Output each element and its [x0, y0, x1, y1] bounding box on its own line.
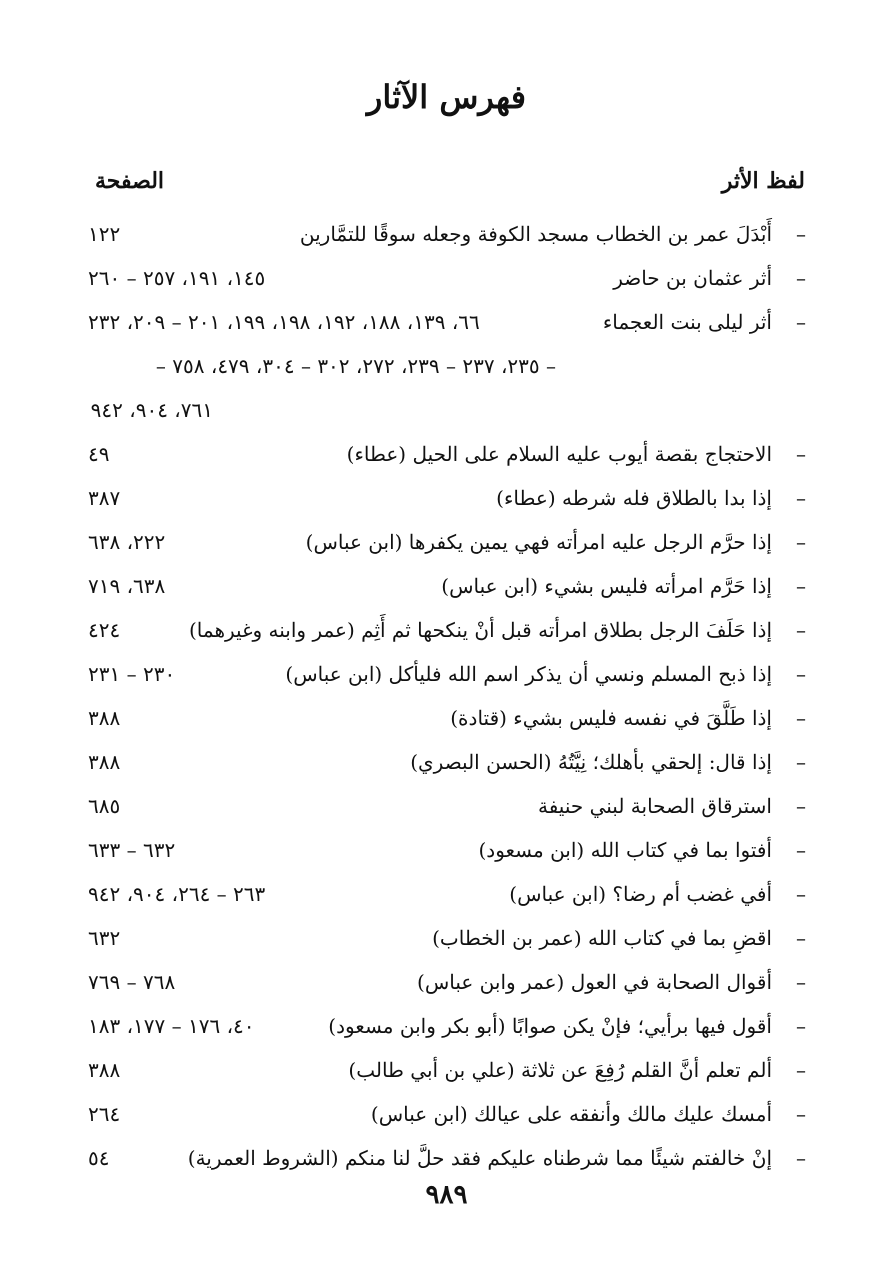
entry-pages: ٧٦٨ – ٧٦٩: [88, 970, 176, 994]
entry-dash: –: [796, 706, 806, 730]
entry-dash: –: [796, 794, 806, 818]
entry-dash: –: [796, 574, 806, 598]
entry-dash: –: [796, 618, 806, 642]
entry-pages: – ٢٣٥، ٢٣٧ – ٢٣٩، ٢٧٢، ٣٠٢ – ٣٠٤، ٤٧٩، ٧٥٨ –: [155, 354, 556, 378]
index-entry: [88, 916, 806, 960]
entry-pages: ٤٩: [88, 442, 110, 466]
index-entry-continuation: [88, 388, 806, 432]
index-list: [88, 212, 806, 1180]
entry-pages: ٣٨٨: [88, 706, 121, 730]
entry-text: أقول فيها برأيي؛ فإنْ يكن صوابًا (أبو بكر وابن مسعود): [328, 1014, 772, 1038]
entry-pages: ١٢٢: [88, 222, 121, 246]
page-number: ٩٨٩: [425, 1180, 468, 1210]
entry-dash: –: [796, 750, 806, 774]
entry-text: الاحتجاج بقصة أيوب عليه السلام على الحيل (عطاء): [346, 442, 772, 466]
entry-text: أفي غضب أم رضا؟ (ابن عباس): [509, 882, 772, 906]
entry-dash: –: [796, 266, 806, 290]
index-entry: [88, 1136, 806, 1180]
entry-dash: –: [796, 442, 806, 466]
entry-pages: ٣٨٨: [88, 1058, 121, 1082]
entry-dash: –: [796, 926, 806, 950]
entry-pages: ٢٦٤: [88, 1102, 121, 1126]
entry-dash: –: [796, 222, 806, 246]
entry-dash: –: [796, 882, 806, 906]
entry-pages: ٤٢٤: [88, 618, 121, 642]
index-entry: [88, 520, 806, 564]
entry-pages: ٢٢٢، ٦٣٨: [88, 530, 166, 554]
entry-dash: –: [796, 1014, 806, 1038]
entry-text: إذا حرَّم الرجل عليه امرأته فهي يمين يكفرها (ابن عباس): [305, 530, 772, 554]
entry-dash: –: [796, 970, 806, 994]
index-entry: [88, 740, 806, 784]
page-title: فهرس الآثار: [366, 78, 527, 116]
entry-text: إذا بدا بالطلاق فله شرطه (عطاء): [496, 486, 772, 510]
entry-pages: ٣٨٨: [88, 750, 121, 774]
entry-text: اقضِ بما في كتاب الله (عمر بن الخطاب): [432, 926, 772, 950]
index-entry: [88, 476, 806, 520]
entry-pages: ٦٦، ١٣٩، ١٨٨، ١٩٢، ١٩٨، ١٩٩، ٢٠١ – ٢٠٩، ٢٣٢: [88, 310, 480, 334]
entry-pages: ٦٣٨، ٧١٩: [88, 574, 166, 598]
index-entry: [88, 1092, 806, 1136]
entry-pages: ٦٣٢ – ٦٣٣: [88, 838, 176, 862]
index-entry: [88, 256, 806, 300]
entry-dash: –: [796, 838, 806, 862]
entry-dash: –: [796, 1146, 806, 1170]
entry-pages: ٢٣٠ – ٢٣١: [88, 662, 176, 686]
entry-dash: –: [796, 530, 806, 554]
index-entry-continuation: [88, 344, 806, 388]
index-entry: [88, 300, 806, 344]
index-entry: [88, 828, 806, 872]
entry-dash: –: [796, 310, 806, 334]
index-entry: [88, 1048, 806, 1092]
entry-text: إنْ خالفتم شيئًا مما شرطناه عليكم فقد حلَّ لنا منكم (الشروط العمرية): [187, 1146, 772, 1170]
index-entry: [88, 564, 806, 608]
entry-text: إذا ذبح المسلم ونسي أن يذكر اسم الله فليأكل (ابن عباس): [285, 662, 772, 686]
entry-dash: –: [796, 1102, 806, 1126]
entry-pages: ٤٠، ١٧٦ – ١٧٧، ١٨٣: [88, 1014, 255, 1038]
entry-pages: ٣٨٧: [88, 486, 121, 510]
entry-pages: ١٤٥، ١٩١، ٢٥٧ – ٢٦٠: [88, 266, 266, 290]
entry-text: استرقاق الصحابة لبني حنيفة: [537, 794, 772, 818]
index-entry: [88, 872, 806, 916]
index-entry: [88, 608, 806, 652]
entry-text: إذا حَلَفَ الرجل بطلاق امرأته قبل أنْ ينكحها ثم أَثِم (عمر وابنه وغيرهما): [189, 618, 772, 642]
entry-pages: ٥٤: [88, 1146, 110, 1170]
entry-text: إذا حَرَّم امرأته فليس بشيء (ابن عباس): [441, 574, 772, 598]
entry-dash: –: [796, 486, 806, 510]
entry-pages: ٦٨٥: [88, 794, 121, 818]
entry-text: إذا قال: إلحقي بأهلك؛ نِيَّتُهُ (الحسن البصري): [410, 750, 772, 774]
entry-pages: ٧٦١، ٩٠٤، ٩٤٢: [90, 398, 213, 422]
entry-text: أفتوا بما في كتاب الله (ابن مسعود): [478, 838, 772, 862]
entry-pages: ٢٦٣ – ٢٦٤، ٩٠٤، ٩٤٢: [88, 882, 266, 906]
entry-text: أثر عثمان بن حاضر: [613, 266, 772, 290]
entry-text: ألم تعلم أنَّ القلم رُفِعَ عن ثلاثة (علي بن أبي طالب): [348, 1058, 772, 1082]
entry-pages: ٦٣٢: [88, 926, 121, 950]
entry-text: إذا طَلَّقَ في نفسه فليس بشيء (قتادة): [450, 706, 772, 730]
entry-text: أثر ليلى بنت العجماء: [602, 310, 772, 334]
entry-text: أمسك عليك مالك وأنفقه على عيالك (ابن عباس): [370, 1102, 772, 1126]
index-entry: [88, 1004, 806, 1048]
index-entry: [88, 784, 806, 828]
entry-dash: –: [796, 662, 806, 686]
index-entry: [88, 696, 806, 740]
entry-text: أقوال الصحابة في العول (عمر وابن عباس): [417, 970, 772, 994]
column-header-athar: لفظ الأثر: [721, 168, 805, 194]
index-entry: [88, 960, 806, 1004]
index-entry: [88, 432, 806, 476]
index-entry: [88, 212, 806, 256]
entry-text: أَبْدَلَ عمر بن الخطاب مسجد الكوفة وجعله سوقًا للتمَّارين: [299, 222, 772, 246]
column-header-page: الصفحة: [95, 168, 165, 194]
index-entry: [88, 652, 806, 696]
entry-dash: –: [796, 1058, 806, 1082]
